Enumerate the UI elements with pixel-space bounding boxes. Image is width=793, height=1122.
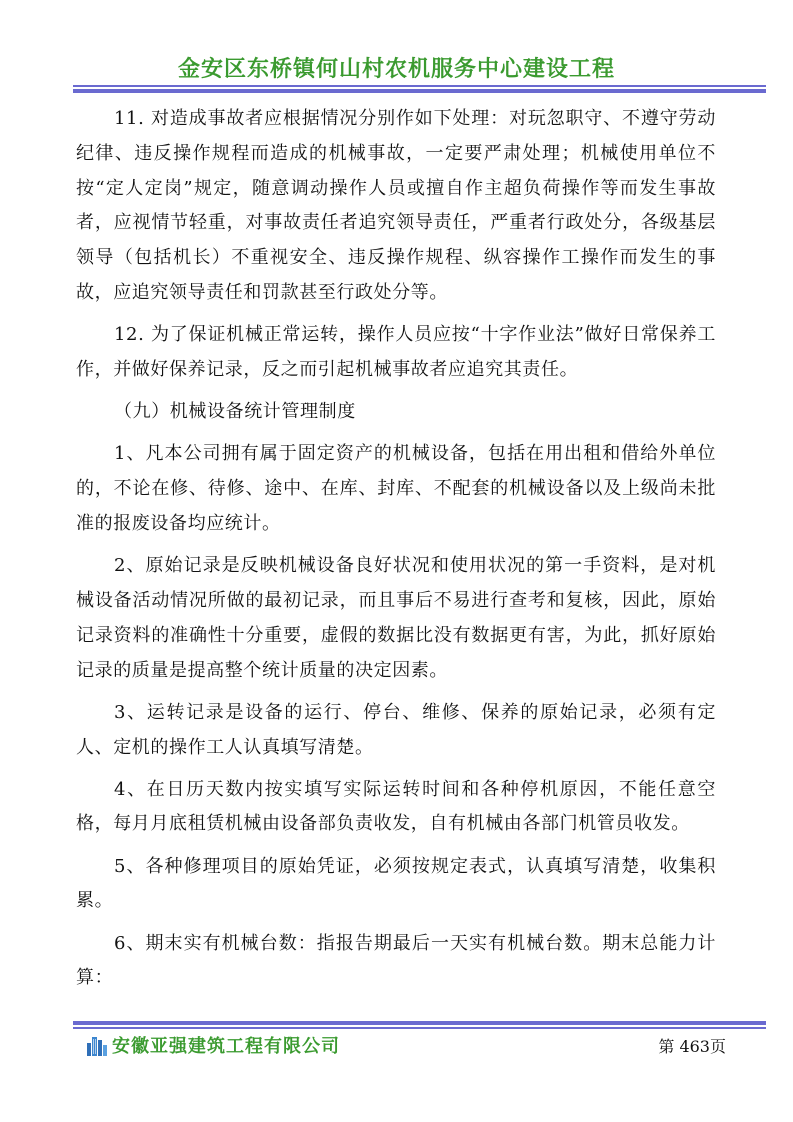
body-text [76,102,716,1004]
paragraph-2: 2、原始记录是反映机械设备良好状况和使用状况的第一手资料，是对机械设备活动情况所做的最初记录，而且事后不易进行查考和复核，因此，原始记录资料的准确性十分重要，虚假的数据比没有数据更有害，为此，抓好原始记录的质量是提高整个统计质量的决定因素。 [76,555,716,681]
page-number: 第 463页 [658,1037,726,1056]
building-logo-icon [86,1034,108,1056]
paragraph-12: 12. 为了保证机械正常运转，操作人员应按“十字作业法”做好日常保养工作，并做好保养记录，反之而引起机械事故者应追究其责任。 [76,324,716,380]
paragraph-11: 11. 对造成事故者应根据情况分别作如下处理：对玩忽职守、不遵守劳动纪律、违反操作规程而造成的机械事故，一定要严肃处理；机械使用单位不按“定人定岗”规定，随意调动操作人员或擅自作主超负荷操作等而发生事故者，应视情节轻重，对事故责任者追究领导责任，严重者行政处分，各级基层领导（包括机长）不重视安全、违反操作规程、纵容操作工操作而发生的事故，应追究领导责任和罚款甚至行政处分等。 [76,108,716,303]
paragraph-1: 1、凡本公司拥有属于固定资产的机械设备，包括在用出租和借给外单位的，不论在修、待修、途中、在库、封库、不配套的机械设备以及上级尚未批准的报废设备均应统计。 [76,443,716,534]
footer-rule-thin [73,1027,766,1029]
paragraph-4: 4、在日历天数内按实填写实际运转时间和各种停机原因，不能任意空格，每月月底租赁机械由设备部负责收发，自有机械由各部门机管员收发。 [76,778,716,835]
page-footer [86,1030,726,1060]
footer-rule-thick [73,1021,766,1025]
section-heading: （九）机械设备统计管理制度 [114,401,356,423]
header-rule-thick [73,89,766,93]
paragraph-3: 3、运转记录是设备的运行、停台、维修、保养的原始记录，必须有定人、定机的操作工人认真填写清楚。 [76,701,716,758]
paragraph-5: 5、各种修理项目的原始凭证，必须按规定表式，认真填写清楚，收集积累。 [76,855,716,912]
company-name: 安徽亚强建筑工程有限公司 [112,1036,340,1057]
paragraph-6: 6、期末实有机械台数：指报告期最后一天实有机械台数。期末总能力计算： [76,932,716,989]
document-title: 金安区东桥镇何山村农机服务中心建设工程 [177,57,615,82]
header-rule-thin [73,85,766,87]
